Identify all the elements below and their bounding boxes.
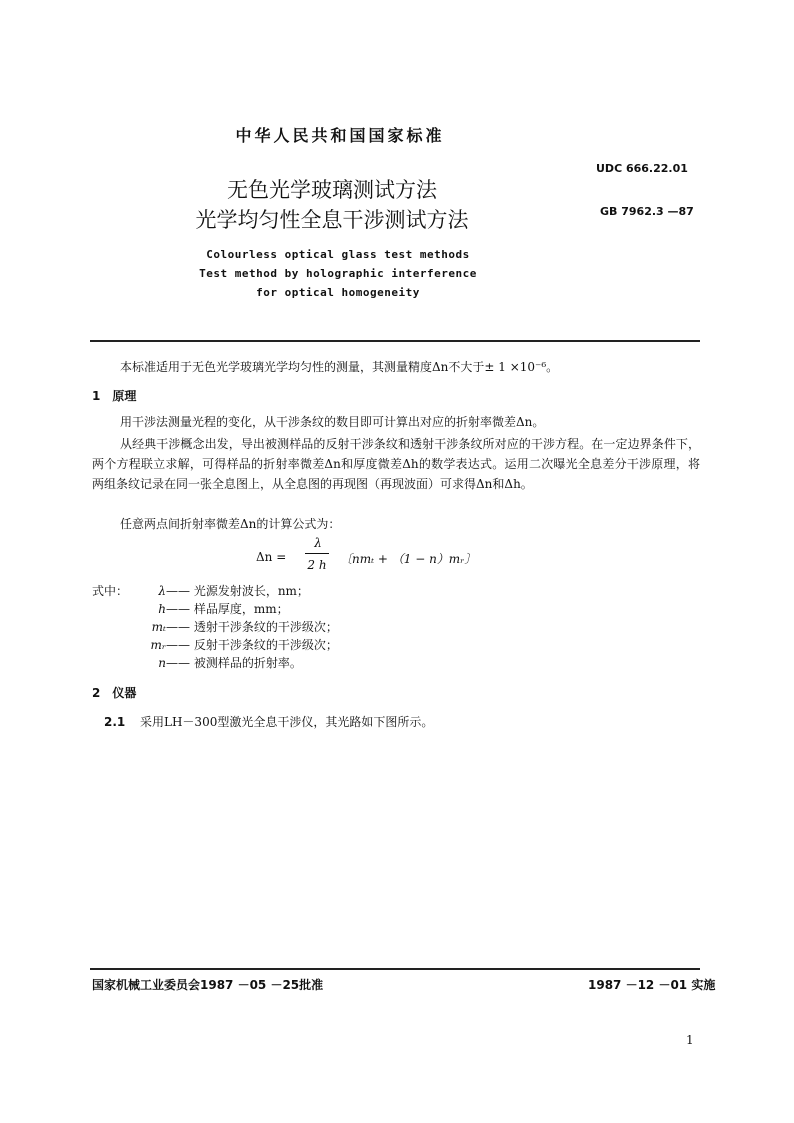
title-en-line1: Colourless optical glass test methods bbox=[206, 248, 470, 261]
var-row bbox=[92, 582, 338, 600]
var-description: —— 透射干涉条纹的干涉级次； bbox=[166, 620, 338, 634]
scope-paragraph: 本标准适用于无色光学玻璃光学均匀性的测量，其测量精度Δn不大于± 1 ×10⁻⁶。 bbox=[120, 360, 559, 374]
clause-number: 2.1 bbox=[104, 715, 126, 729]
variable-definitions bbox=[92, 582, 338, 672]
udc-code: UDC 666.22.01 bbox=[596, 162, 688, 175]
formula-numerator: λ bbox=[314, 536, 322, 550]
var-description: —— 反射干涉条纹的干涉级次； bbox=[166, 638, 338, 652]
implementation-date: 1987 －12 －01 实施 bbox=[588, 978, 716, 992]
section-2-heading: 2 仪器 bbox=[92, 686, 137, 700]
title-en-line2: Test method by holographic interference bbox=[199, 267, 477, 280]
standard-org-header: 中华人民共和国国家标准 bbox=[235, 126, 445, 145]
var-description: —— 样品厚度，mm； bbox=[166, 602, 289, 616]
vars-label: 式中： bbox=[92, 584, 129, 598]
var-symbol: mᵣ bbox=[150, 638, 166, 652]
title-en-line3: for optical homogeneity bbox=[256, 286, 420, 299]
title-cn-line1: 无色光学玻璃测试方法 bbox=[227, 178, 437, 202]
var-description: —— 光源发射波长，nm； bbox=[166, 584, 309, 598]
var-symbol: λ bbox=[158, 584, 166, 598]
clause-2-1 bbox=[104, 712, 433, 732]
var-description: —— 被测样品的折射率。 bbox=[166, 656, 302, 670]
section-1-heading: 1 原理 bbox=[92, 389, 137, 403]
fraction-bar bbox=[305, 553, 329, 554]
refractive-index-formula bbox=[256, 536, 516, 580]
var-symbol: h bbox=[158, 602, 166, 616]
formula-intro: 任意两点间折射率微差Δn的计算公式为： bbox=[120, 517, 341, 531]
var-row bbox=[92, 654, 338, 672]
formula-denominator: 2 h bbox=[307, 558, 327, 572]
var-symbol: n bbox=[158, 656, 166, 670]
principle-paragraph-2: 从经典干涉概念出发，导出被测样品的反射干涉条纹和透射干涉条纹所对应的干涉方程。在一定边界条件下，两个方程联立求解，可得样品的折射率微差Δn和厚度微差Δh的数学表达式。运用二次曝光全息差分干涉原理，将两组条纹记录在同一张全息图上，从全息图的再现图（再现波面）可求得Δn和Δh。 bbox=[92, 437, 700, 491]
principle-paragraph-1: 用干涉法测量光程的变化，从干涉条纹的数目即可计算出对应的折射率微差Δn。 bbox=[120, 415, 545, 429]
approval-date: 国家机械工业委员会1987 －05 －25批准 bbox=[92, 978, 324, 992]
clause-text: 采用LH－300型激光全息干涉仪，其光路如下图所示。 bbox=[140, 715, 434, 729]
title-cn-line2: 光学均匀性全息干涉测试方法 bbox=[195, 208, 469, 232]
var-row bbox=[92, 600, 338, 618]
var-symbol: mₜ bbox=[151, 620, 166, 634]
formula-rhs: 〔nmₜ + （1 − n）mᵣ〕 bbox=[340, 552, 477, 566]
bottom-divider bbox=[90, 968, 700, 970]
top-divider bbox=[90, 340, 700, 342]
gb-standard-number: GB 7962.3 —87 bbox=[600, 205, 694, 218]
page-number: 1 bbox=[686, 1033, 694, 1047]
var-row bbox=[92, 618, 338, 636]
formula-lhs: Δn = bbox=[256, 550, 287, 564]
var-row bbox=[92, 636, 338, 654]
